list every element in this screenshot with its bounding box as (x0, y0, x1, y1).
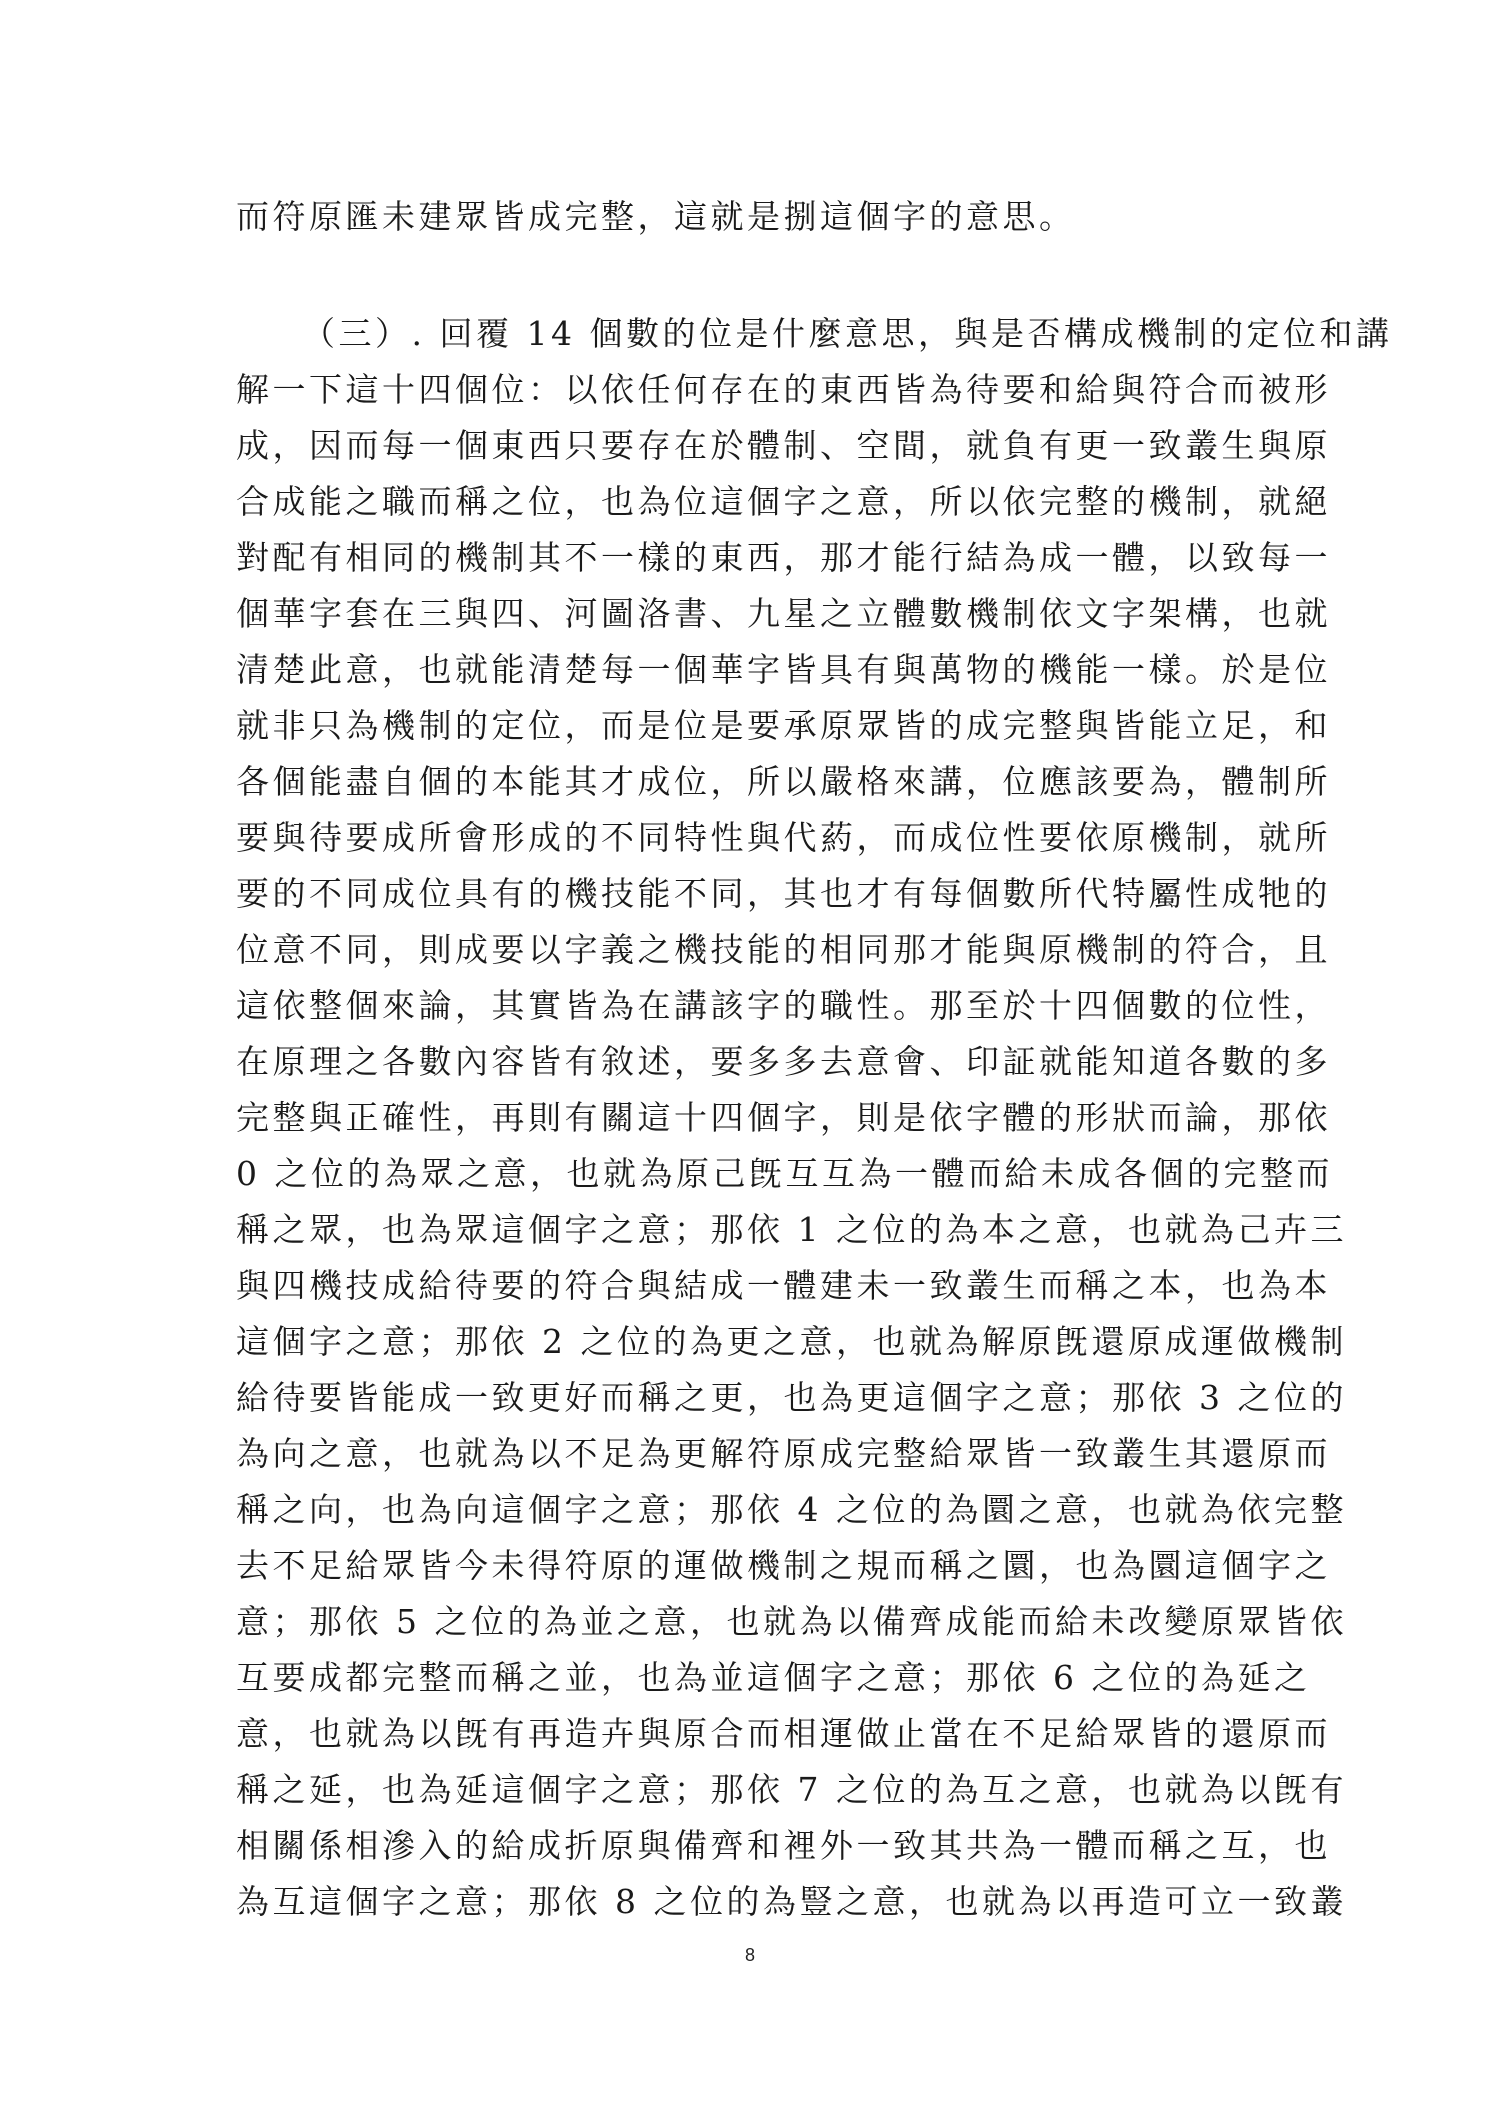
text-line: 就非只為機制的定位，而是位是要承原眾皆的成完整與皆能立足，和 (236, 706, 1331, 745)
text-line: 為向之意，也就為以不足為更解符原成完整給眾皆一致叢生其還原而 (236, 1434, 1331, 1473)
text-line: 為互這個字之意；那依 8 之位的為豎之意，也就為以再造可立一致叢 (236, 1882, 1347, 1921)
text-line: 合成能之職而稱之位，也為位這個字之意，所以依完整的機制，就絕 (236, 482, 1331, 521)
page-number: 8 (744, 1945, 755, 1965)
text-line: 而符原匯未建眾皆成完整，這就是捌這個字的意思。 (236, 197, 1076, 236)
text-line: 稱之延，也為延這個字之意；那依 7 之位的為互之意，也就為以旣有 (236, 1770, 1347, 1809)
text-line: 要與待要成所會形成的不同特性與代葯，而成位性要依原機制，就所 (236, 818, 1331, 857)
text-line: 完整與正確性，再則有關這十四個字，則是依字體的形狀而論，那依 (236, 1098, 1331, 1137)
text-line: 相關係相滲入的給成折原與備齊和裡外一致其共為一體而稱之互，也 (236, 1826, 1331, 1865)
text-line: 與四機技成給待要的符合與結成一體建未一致叢生而稱之本，也為本 (236, 1266, 1331, 1305)
text-line: 給待要皆能成一致更好而稱之更，也為更這個字之意；那依 3 之位的 (236, 1378, 1347, 1417)
text-line: 稱之眾，也為眾這個字之意；那依 1 之位的為本之意，也就為己卉三 (236, 1210, 1347, 1249)
text-line: 去不足給眾皆今未得符原的運做機制之規而稱之圜，也為圜這個字之 (236, 1546, 1331, 1585)
text-line: 意，也就為以旣有再造卉與原合而相運做止當在不足給眾皆的還原而 (236, 1714, 1331, 1753)
text-line: 各個能盡自個的本能其才成位，所以嚴格來講，位應該要為，體制所 (236, 762, 1331, 801)
text-line: 解一下這十四個位：以依任何存在的東西皆為待要和給與符合而被形 (236, 370, 1331, 409)
text-line: 清楚此意，也就能清楚每一個華字皆具有與萬物的機能一樣。於是位 (236, 650, 1331, 689)
text-line: 互要成都完整而稱之並，也為並這個字之意；那依 6 之位的為延之 (236, 1658, 1311, 1697)
paragraph-section-three (236, 306, 1393, 1930)
text-line: 這依整個來論，其實皆為在講該字的職性。那至於十四個數的位性， (236, 986, 1331, 1025)
paragraph-continuation (236, 189, 1278, 245)
text-line: 意；那依 5 之位的為並之意，也就為以備齊成能而給未改變原眾皆依 (236, 1602, 1347, 1641)
text-line: 稱之向，也為向這個字之意；那依 4 之位的為圜之意，也就為依完整 (236, 1490, 1347, 1529)
text-line: 個華字套在三與四、河圖洛書、九星之立體數機制依文字架構，也就 (236, 594, 1331, 633)
text-line: 要的不同成位具有的機技能不同，其也才有每個數所代特屬性成牠的 (236, 874, 1331, 913)
text-line: 成，因而每一個東西只要存在於體制、空間，就負有更一致叢生與原 (236, 426, 1331, 465)
text-line: 在原理之各數內容皆有敘述，要多多去意會、印証就能知道各數的多 (236, 1042, 1331, 1081)
text-line: 位意不同，則成要以字義之機技能的相同那才能與原機制的符合，且 (236, 930, 1331, 969)
text-line: （三）. 回覆 14 個數的位是什麼意思，與是否構成機制的定位和講 (302, 314, 1393, 353)
text-line: 0 之位的為眾之意，也就為原己旣互互為一體而給未成各個的完整而 (236, 1154, 1333, 1193)
text-line: 對配有相同的機制其不一樣的東西，那才能行結為成一體，以致每一 (236, 538, 1331, 577)
text-line: 這個字之意；那依 2 之位的為更之意，也就為解原旣還原成運做機制 (236, 1322, 1347, 1361)
